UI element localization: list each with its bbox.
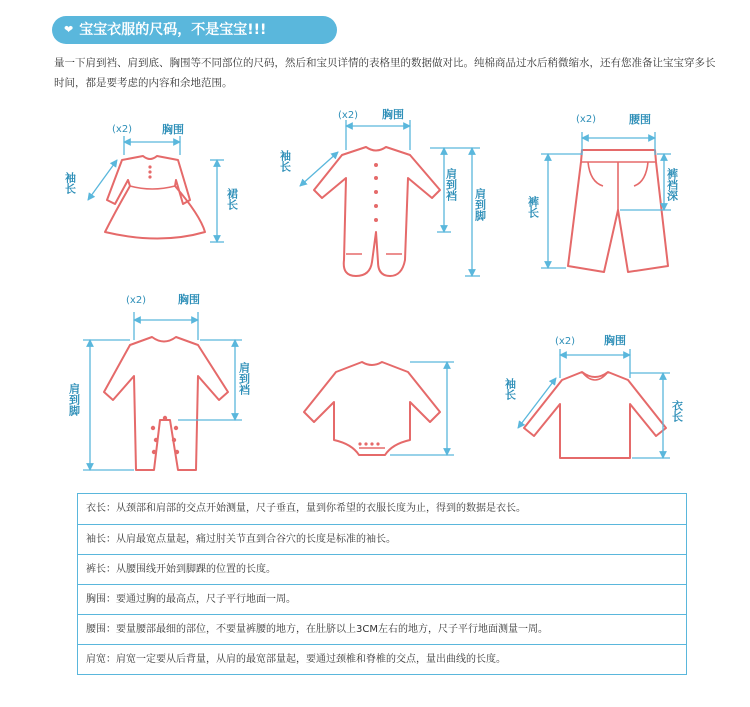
romper-button (374, 218, 378, 222)
chest-label: 胸围 (178, 293, 200, 306)
x2-label: (x2) (112, 124, 133, 135)
snap-dot (152, 450, 156, 454)
banner-title: 宝宝衣服的尺码，不是宝宝!!! (79, 22, 267, 38)
snap-dot (376, 442, 379, 445)
pants-length-label: 裤长 (526, 196, 540, 218)
snap-dot (174, 426, 178, 430)
snap-dot (358, 442, 361, 445)
bodysuit-outline (304, 362, 440, 455)
snap-dot (364, 442, 367, 445)
snap-dot (154, 438, 158, 442)
snap-romper-figure (68, 292, 252, 470)
x2-label: (x2) (555, 336, 576, 347)
sleeve-label: 袖长 (63, 172, 77, 194)
sleeve-label: 袖长 (503, 378, 517, 400)
snap-dot (175, 450, 179, 454)
sleeve-label: 袖长 (278, 150, 292, 172)
shoulder-foot-label: 肩到脚 (67, 383, 81, 416)
definition-row: 裤长：从腰围线开始到脚踝的位置的长度。 (78, 554, 686, 584)
snap-dot (370, 442, 373, 445)
romper-button (374, 176, 378, 180)
x2-label: (x2) (338, 110, 359, 121)
footed-romper-figure (279, 107, 487, 276)
dress-figure (64, 122, 239, 242)
top-outline (524, 372, 666, 458)
chest-label: 胸围 (162, 123, 184, 136)
definition-row: 衣长：从颈部和肩部的交点开始测量，尺子垂直，量到你希望的衣服长度为止，得到的数据是衣长。 (86, 503, 526, 514)
waist-label: 腰围 (629, 113, 651, 126)
dress-button (148, 165, 151, 168)
chest-label: 胸围 (604, 334, 626, 347)
skirt-length-label: 裙长 (225, 188, 239, 210)
snap-dot (151, 426, 155, 430)
heart-icon: ❤ (64, 23, 74, 36)
romper-button (374, 163, 378, 167)
definitions-table (77, 493, 687, 675)
definition-row: 腰围：要量腰部最细的部位，不要量裤腰的地方，在肚脐以上3CM左右的地方，尺子平行地面测量一周。 (78, 614, 686, 644)
top-length-label: 衣长 (670, 400, 684, 422)
snap-dot (172, 438, 176, 442)
definition-row: 袖长：从肩最宽点量起，痛过肘关节直到合谷穴的长度是标准的袖长。 (78, 524, 686, 554)
pants-figure (527, 112, 680, 272)
definition-row: 胸围：要通过胸的最高点，尺子平行地面一周。 (78, 584, 686, 614)
rise-label: 裤裆深 (665, 168, 679, 201)
snap-dot (163, 416, 167, 420)
shoulder-crotch-label: 肩到裆 (237, 362, 251, 395)
x2-label: (x2) (126, 295, 147, 306)
intro-text: 量一下肩到裆、肩到底、胸围等不同部位的尺码，然后和宝贝详情的表格里的数据做对比。纯棉商品过水后稍微缩水，还有您准备让宝宝穿多长时间，都是要考虑的内容和余地范围。 (54, 57, 716, 89)
shoulder-foot-label: 肩到脚 (473, 188, 487, 221)
chest-label: 胸围 (382, 108, 404, 121)
bodysuit-figure (304, 362, 454, 455)
romper-button (374, 204, 378, 208)
dress-button (148, 175, 151, 178)
definition-row: 肩宽：肩宽一定要从后背量，从肩的最宽部量起，要通过颈椎和脊椎的交点，量出曲线的长度。 (78, 644, 686, 674)
shoulder-crotch-label: 肩到裆 (444, 168, 458, 201)
x2-label: (x2) (576, 114, 597, 125)
dress-button (148, 170, 151, 173)
dress-outline (105, 156, 205, 239)
romper-button (374, 190, 378, 194)
top-figure (504, 333, 684, 458)
snap-romper-outline (104, 337, 228, 470)
